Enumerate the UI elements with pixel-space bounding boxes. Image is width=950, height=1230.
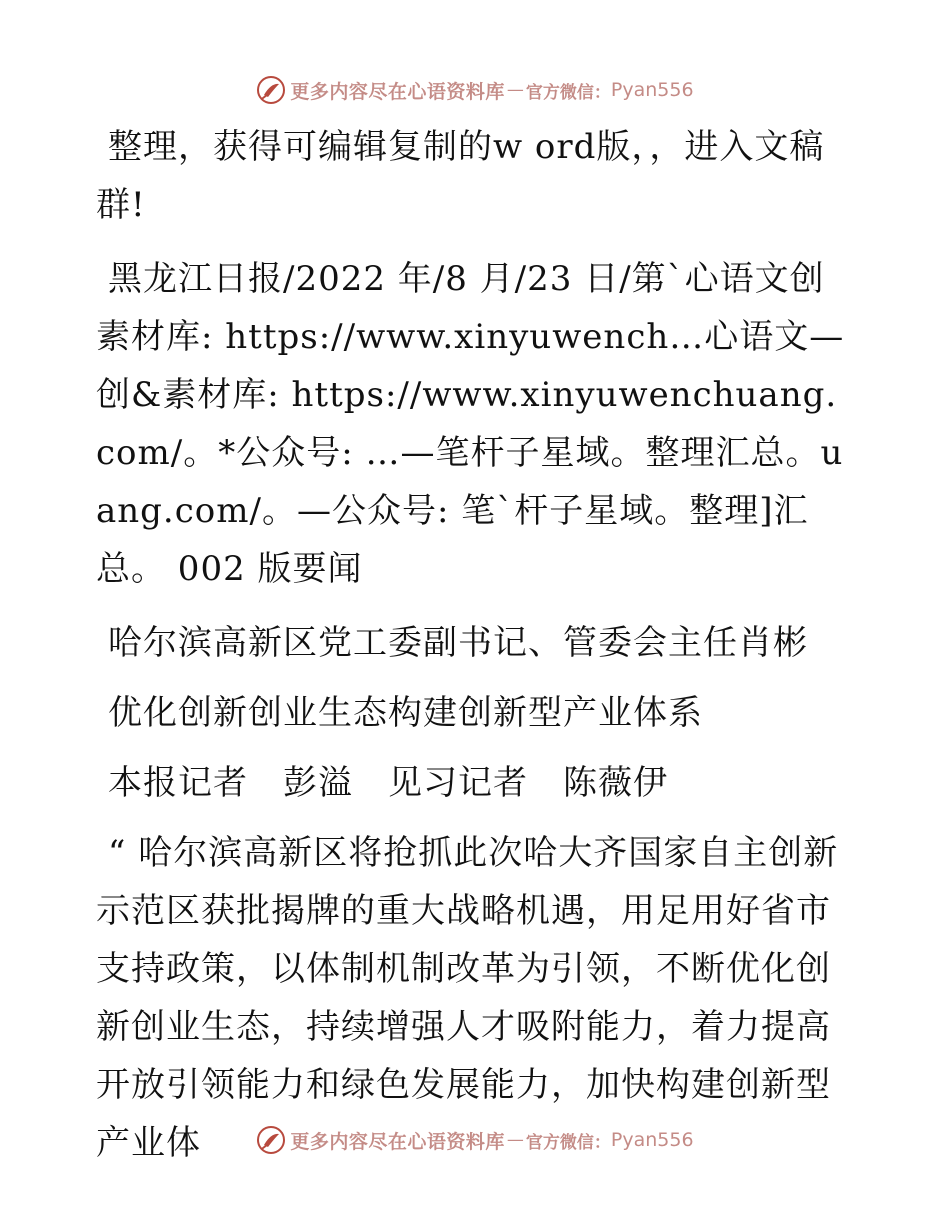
paragraph-intro: 整理，获得可编辑复制的w ord版，，进入文稿群! <box>96 127 825 225</box>
brush-pen-logo-icon <box>256 75 286 105</box>
banner-title: 更多内容尽在心语资料库 <box>290 80 505 103</box>
banner-wechat-id: Pyan556 <box>610 79 694 101</box>
document-body <box>96 118 856 1188</box>
banner-wechat-label: 官方微信： <box>525 1132 611 1153</box>
paragraph-source: 黑龙江日报/2022 年/8 月/23 日/第`心语文创素材库: https://www.xinyuwench…心语文—创&素材库: https://www.xinyuwenchuang.com/。*公众号: …—笔杆子星域。整理汇总。uang.com/。—公众号: 笔`杆子星域。整理]汇总。 002 版要闻 <box>96 259 845 589</box>
header-banner <box>0 70 950 110</box>
paragraph-byline-official: 哈尔滨高新区党工委副书记、管委会主任肖彬 <box>108 623 808 663</box>
banner-wechat-label: 官方微信： <box>525 82 611 103</box>
paragraph-body: “ 哈尔滨高新区将抢抓此次哈大齐国家自主创新示范区获批揭牌的重大战略机遇，用足用好省市支持政策，以体制机制改革为引领，不断优化创新创业生态，持续增强人才吸附能力，着力提高开放引领能力和绿色发展能力，加快构建创新型产业体 <box>96 833 839 1163</box>
banner-separator: — <box>506 1130 524 1150</box>
banner-separator: — <box>506 80 524 100</box>
brush-pen-logo-icon <box>256 1125 286 1155</box>
footer-banner <box>0 1120 950 1160</box>
banner-wechat-id: Pyan556 <box>610 1129 694 1151</box>
article-headline: 优化创新创业生态构建创新型产业体系 <box>108 693 703 733</box>
article-reporters: 本报记者 彭溢 见习记者 陈薇伊 <box>108 763 668 803</box>
banner-title: 更多内容尽在心语资料库 <box>290 1130 505 1153</box>
